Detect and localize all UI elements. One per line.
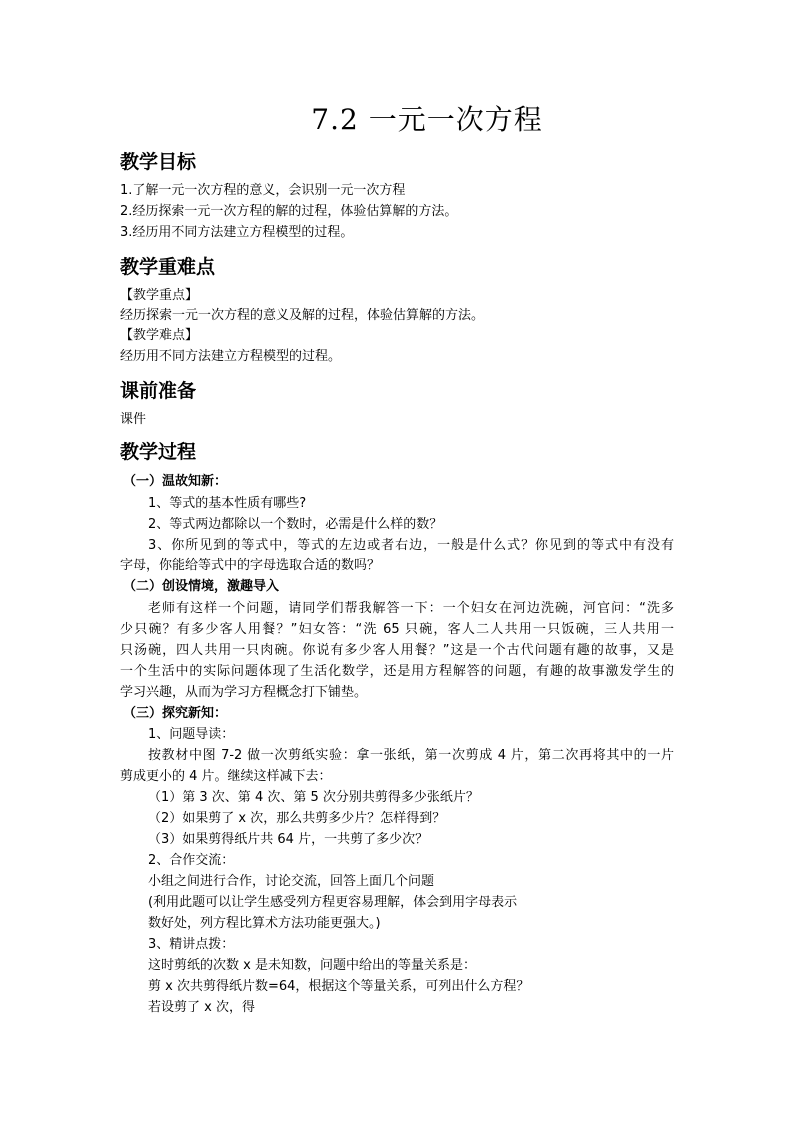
- heading-key-points: 教学重难点: [120, 256, 216, 278]
- focus-text: 经历探索一元一次方程的意义及解的过程，体验估算解的方法。: [120, 308, 485, 323]
- part2-line: 少只碗？有多少客人用餐？”妇女答：“洗 65 只碗，客人二人共用一只饭碗，三人共用一: [120, 622, 674, 637]
- objective-item: 3.经历用不同方法建立方程模型的过程。: [120, 225, 354, 240]
- part3-line: 剪成更小的 4 片。继续这样减下去：: [120, 769, 332, 784]
- part3-line: 若设剪了 x 次，得: [148, 1000, 255, 1015]
- part3-line: （3）如果剪得纸片共 64 片，一共剪了多少次？: [148, 832, 429, 847]
- part3-line: 剪 x 次共剪得纸片数=64，根据这个等量关系，可列出什么方程？: [148, 979, 530, 994]
- objective-item: 2.经历探索一元一次方程的解的过程，体验估算解的方法。: [120, 204, 458, 219]
- part3-line: 1、问题导读：: [148, 727, 235, 742]
- part2-title: （二）创设情境，激趣导入: [123, 579, 280, 594]
- preparation-text: 课件: [120, 412, 147, 427]
- part2-line: 只汤碗，四人共用一只肉碗。你说有多少客人用餐？”这是一个古代问题有趣的故事，又是: [120, 643, 674, 658]
- part3-line: 这时剪纸的次数 x 是未知数，问题中给出的等量关系是：: [148, 958, 476, 973]
- difficulty-label: 【教学难点】: [120, 328, 199, 343]
- part1-item: 3、你所见到的等式中，等式的左边或者右边，一般是什么式？你见到的等式中有没有: [148, 538, 674, 553]
- part3-line: 小组之间进行合作，讨论交流，回答上面几个问题: [148, 874, 435, 889]
- part3-line: 数好处，列方程比算术方法功能更强大。): [148, 916, 381, 931]
- heading-preparation: 课前准备: [120, 380, 197, 402]
- part1-item: 2、等式两边都除以一个数时，必需是什么样的数？: [148, 517, 443, 532]
- heading-objectives: 教学目标: [120, 151, 197, 173]
- part2-line: 一个生活中的实际问题体现了生活化数学，还是用方程解答的问题，有趣的故事激发学生的: [120, 664, 674, 679]
- part1-item-cont: 字母，你能给等式中的字母选取合适的数吗？: [120, 558, 381, 573]
- part3-line: 2、合作交流：: [148, 853, 235, 868]
- part2-line: 老师有这样一个问题，请同学们帮我解答一下：一个妇女在河边洗碗，河官问：“洗多: [148, 601, 674, 616]
- page-title: 7.2 一元一次方程: [311, 103, 543, 136]
- part3-title: （三）探究新知：: [123, 706, 228, 721]
- part1-item: 1、等式的基本性质有哪些?: [148, 496, 307, 511]
- part3-line: （2）如果剪了 x 次，那么共剪多少片？怎样得到？: [148, 811, 446, 826]
- objective-item: 1.了解一元一次方程的意义，会识别一元一次方程: [120, 183, 406, 198]
- part3-line: 按教材中图 7-2 做一次剪纸实验：拿一张纸，第一次剪成 4 片，第二次再将其中的一片: [148, 748, 674, 763]
- part2-line: 学习兴趣，从而为学习方程概念打下铺垫。: [120, 685, 368, 700]
- heading-process: 教学过程: [120, 441, 197, 463]
- part1-title: （一）温故知新：: [123, 474, 228, 489]
- focus-label: 【教学重点】: [120, 288, 199, 303]
- part3-line: （1）第 3 次、第 4 次、第 5 次分别共剪得多少张纸片？: [148, 790, 479, 805]
- part3-line: 3、精讲点拨：: [148, 937, 235, 952]
- difficulty-text: 经历用不同方法建立方程模型的过程。: [120, 349, 342, 364]
- part3-line: (利用此题可以让学生感受列方程更容易理解，体会到用字母表示: [148, 895, 518, 910]
